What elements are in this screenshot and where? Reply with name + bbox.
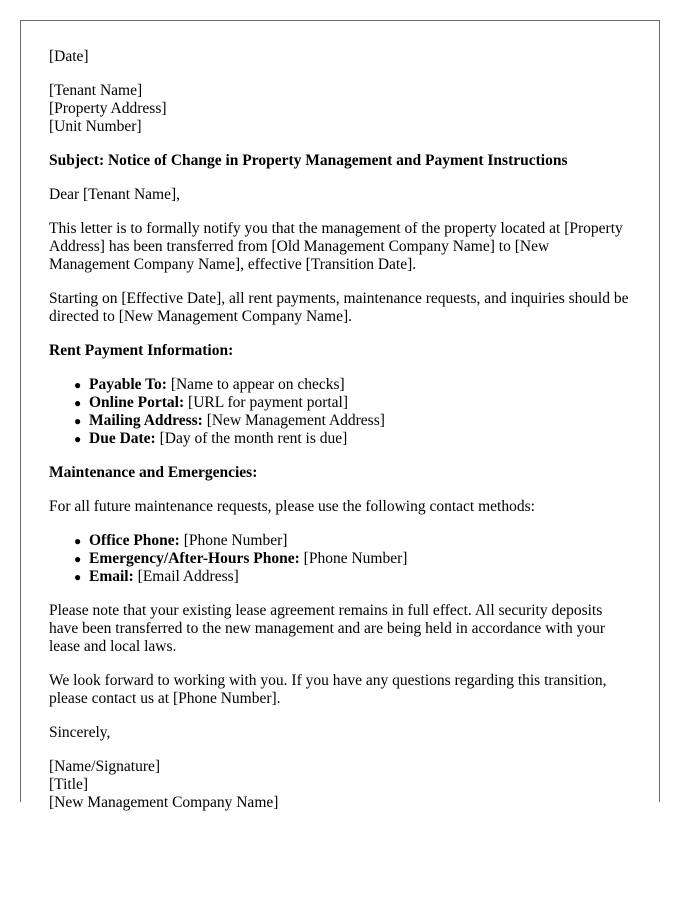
list-item	[74, 412, 630, 430]
letter-body	[21, 21, 659, 812]
bullet-icon: ●	[74, 378, 82, 392]
bullet-icon: ●	[74, 552, 82, 566]
paragraph-lease-notice: Please note that your existing lease agreement remains in full effect. All security deposits have been transferred to the new management and are being held in accordance with your lease and local laws.	[49, 602, 606, 655]
rent-payment-list	[49, 376, 630, 448]
paragraph-effective-date: Starting on [Effective Date], all rent payments, maintenance requests, and inquiries should be directed to [New Management Company Name].	[49, 290, 629, 325]
maintenance-section-heading: Maintenance and Emergencies:	[49, 464, 258, 481]
bullet-icon: ●	[74, 414, 82, 428]
recipient-property-address: [Property Address]	[49, 100, 167, 117]
bullet-icon: ●	[74, 432, 82, 446]
signature-title: [Title]	[49, 776, 89, 793]
recipient-tenant-name: [Tenant Name]	[49, 82, 143, 99]
item-value: [URL for payment portal]	[184, 394, 349, 411]
bullet-icon: ●	[74, 396, 82, 410]
letter-date: [Date]	[49, 48, 89, 65]
item-label: Mailing Address:	[89, 412, 203, 429]
list-item	[74, 532, 630, 550]
item-value: [Phone Number]	[179, 532, 288, 549]
item-label: Payable To:	[89, 376, 167, 393]
item-label: Email:	[89, 568, 134, 585]
item-value: [New Management Address]	[202, 412, 385, 429]
list-item	[74, 550, 630, 568]
maintenance-intro: For all future maintenance requests, please use the following contact methods:	[49, 498, 535, 515]
recipient-unit-number: [Unit Number]	[49, 118, 142, 135]
rent-section-heading: Rent Payment Information:	[49, 342, 234, 359]
list-item	[74, 376, 630, 394]
list-item	[74, 430, 630, 448]
item-label: Online Portal:	[89, 394, 185, 411]
maintenance-contact-list	[49, 532, 630, 586]
item-label: Office Phone:	[89, 532, 180, 549]
paragraph-contact-invite: We look forward to working with you. If you have any questions regarding this transition, please contact us at [Phone Number].	[49, 672, 607, 707]
letter-subject: Subject: Notice of Change in Property Management and Payment Instructions	[49, 152, 568, 169]
bullet-icon: ●	[74, 570, 82, 584]
list-item	[74, 394, 630, 412]
letter-closing: Sincerely,	[49, 724, 111, 741]
signature-company: [New Management Company Name]	[49, 794, 279, 811]
letter-page	[20, 20, 660, 811]
signature-block	[49, 758, 630, 812]
recipient-block	[49, 82, 630, 136]
list-item	[74, 568, 630, 586]
bullet-icon: ●	[74, 534, 82, 548]
item-value: [Phone Number]	[299, 550, 408, 567]
paragraph-transfer-notice: This letter is to formally notify you that the management of the property located at [Property Address] has been transferred from [Old Management Company Name] to [New Management Company Name], effective [Transition Date].	[49, 220, 623, 273]
letter-salutation: Dear [Tenant Name],	[49, 186, 181, 203]
item-label: Emergency/After-Hours Phone:	[89, 550, 300, 567]
item-value: [Name to appear on checks]	[166, 376, 345, 393]
item-value: [Email Address]	[133, 568, 239, 585]
signature-name: [Name/Signature]	[49, 758, 161, 775]
item-value: [Day of the month rent is due]	[155, 430, 348, 447]
item-label: Due Date:	[89, 430, 156, 447]
